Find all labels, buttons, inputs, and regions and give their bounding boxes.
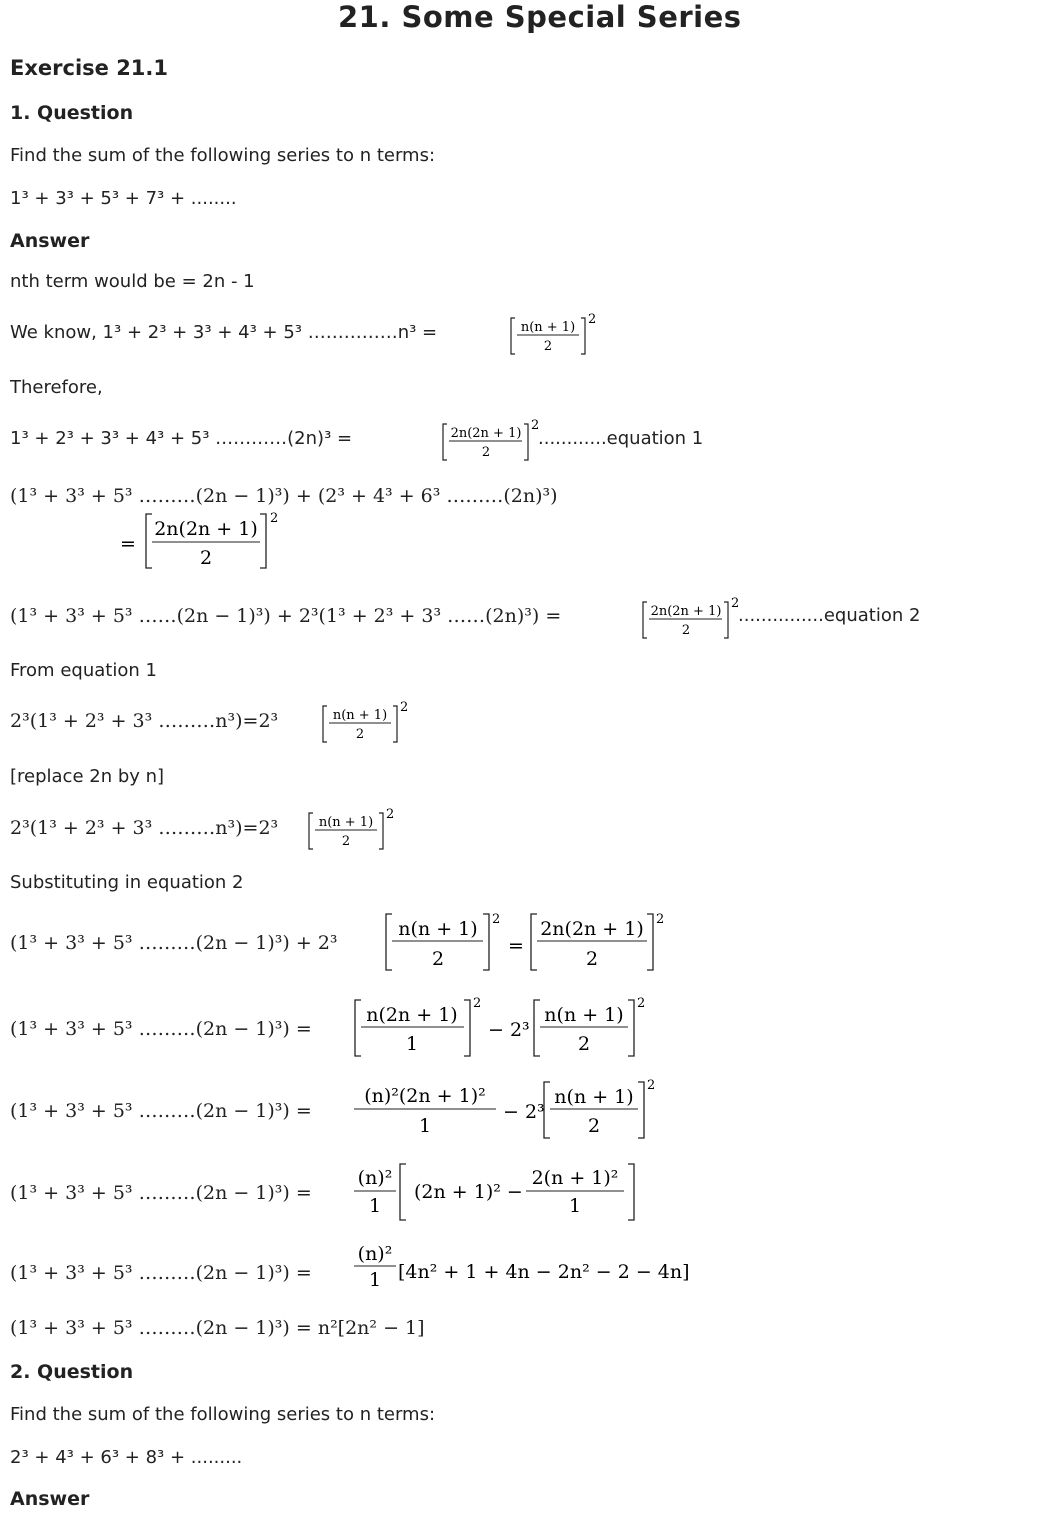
step-4-lhs: (1³ + 3³ + 5³ ………(2n − 1)³) = bbox=[10, 1182, 312, 1204]
question-2-series: 2³ + 4³ + 6³ + 8³ + ......... bbox=[10, 1447, 243, 1468]
question-1-prompt: Find the sum of the following series to n terms: bbox=[10, 145, 436, 166]
formula-numerator: 2n(2n + 1) bbox=[540, 918, 644, 940]
formula-numerator: 2n(2n + 1) bbox=[154, 518, 258, 540]
formula-numerator: (n)²(2n + 1)² bbox=[364, 1085, 486, 1107]
formula-exponent: 2 bbox=[731, 596, 740, 611]
formula-denominator: 2 bbox=[481, 445, 491, 460]
step-2-rhs bbox=[352, 992, 652, 1062]
page-title: 21. Some Special Series bbox=[338, 0, 742, 34]
formula-denominator: 2 bbox=[341, 834, 351, 849]
formula-denominator: 2 bbox=[587, 1115, 601, 1137]
replaced-sum-formula bbox=[306, 805, 396, 855]
formula-numerator: n(2n + 1) bbox=[366, 1004, 458, 1026]
formula-numerator: n(n + 1) bbox=[520, 320, 576, 335]
equation-1-formula bbox=[440, 416, 540, 466]
replaced-sum-line: 2³(1³ + 2³ + 3³ ………n³)=2³ bbox=[10, 817, 279, 839]
we-know-line: We know, 1³ + 2³ + 3³ + 4³ + 5³ ……………n³ = bbox=[10, 322, 438, 343]
formula-exponent: 2 bbox=[637, 996, 646, 1011]
formula-denominator: 2 bbox=[199, 547, 213, 569]
step-4-rhs bbox=[350, 1156, 650, 1226]
formula-numerator: (n)² bbox=[357, 1243, 393, 1265]
formula-denominator: 2 bbox=[681, 623, 691, 638]
formula-denominator: 1 bbox=[368, 1195, 382, 1217]
split-series-rhs bbox=[118, 508, 288, 574]
formula-denominator: 2 bbox=[543, 339, 553, 354]
formula-numerator: n(n + 1) bbox=[318, 815, 374, 830]
question-2-heading: 2. Question bbox=[10, 1361, 134, 1383]
therefore-line: Therefore, bbox=[10, 377, 103, 398]
formula-exponent: 2 bbox=[270, 511, 279, 526]
scaled-sum-formula bbox=[320, 698, 410, 748]
equals-sign: = bbox=[508, 935, 524, 957]
exercise-heading: Exercise 21.1 bbox=[10, 56, 169, 80]
formula-denominator: 1 bbox=[368, 1269, 382, 1291]
from-equation-1-line: From equation 1 bbox=[10, 660, 157, 681]
formula-numerator: n(n + 1) bbox=[544, 1004, 624, 1026]
question-1-series: 1³ + 3³ + 5³ + 7³ + ........ bbox=[10, 188, 237, 209]
formula-exponent: 2 bbox=[386, 807, 395, 822]
equation-2-tag: ...............equation 2 bbox=[738, 605, 921, 626]
substituting-line: Substituting in equation 2 bbox=[10, 872, 244, 893]
question-1-heading: 1. Question bbox=[10, 102, 134, 124]
question-2-prompt: Find the sum of the following series to n terms: bbox=[10, 1404, 436, 1425]
formula-exponent: 2 bbox=[400, 700, 409, 715]
split-series-line: (1³ + 3³ + 5³ ………(2n − 1)³) + (2³ + 4³ + 6³ ………(2n)³) bbox=[10, 485, 558, 507]
expanded-bracket: [4n² + 1 + 4n − 2n² − 2 − 4n] bbox=[398, 1261, 690, 1283]
formula-numerator: 2n(2n + 1) bbox=[450, 426, 522, 441]
formula-denominator: 1 bbox=[418, 1115, 432, 1137]
scaled-sum-line: 2³(1³ + 2³ + 3³ ………n³)=2³ bbox=[10, 710, 279, 732]
nth-term-line: nth term would be = 2n - 1 bbox=[10, 271, 255, 292]
minus-term: − 2³ bbox=[488, 1019, 530, 1041]
formula-denominator: 2 bbox=[577, 1033, 591, 1055]
formula-exponent: 2 bbox=[588, 312, 597, 327]
equation-2-lhs: (1³ + 3³ + 5³ ……(2n − 1)³) + 2³(1³ + 2³ + 3³ ……(2n)³) = bbox=[10, 605, 562, 627]
formula-numerator: n(n + 1) bbox=[398, 918, 478, 940]
step-5-rhs bbox=[350, 1236, 710, 1296]
formula-numerator: 2(n + 1)² bbox=[531, 1167, 619, 1189]
formula-numerator: n(n + 1) bbox=[332, 708, 388, 723]
formula-exponent: 2 bbox=[492, 912, 501, 927]
step-1-rhs bbox=[383, 906, 673, 976]
formula-numerator: n(n + 1) bbox=[554, 1086, 634, 1108]
answer-2-label: Answer bbox=[10, 1488, 90, 1510]
answer-1-label: Answer bbox=[10, 230, 90, 252]
step-6-result: (1³ + 3³ + 5³ ………(2n − 1)³) = n²[2n² − 1] bbox=[10, 1317, 425, 1339]
replace-note: [replace 2n by n] bbox=[10, 766, 165, 787]
formula-denominator: 2 bbox=[585, 948, 599, 970]
formula-exponent: 2 bbox=[473, 996, 482, 1011]
equation-1-lhs: 1³ + 2³ + 3³ + 4³ + 5³ …………(2n)³ = bbox=[10, 428, 353, 449]
formula-denominator: 2 bbox=[355, 727, 365, 742]
step-5-lhs: (1³ + 3³ + 5³ ………(2n − 1)³) = bbox=[10, 1262, 312, 1284]
equation-2-formula bbox=[640, 594, 740, 644]
we-know-formula bbox=[508, 310, 598, 360]
minus-term: − 2³ bbox=[503, 1101, 545, 1123]
formula-denominator: 2 bbox=[431, 948, 445, 970]
formula-numerator: (n)² bbox=[357, 1167, 393, 1189]
step-2-lhs: (1³ + 3³ + 5³ ………(2n − 1)³) = bbox=[10, 1018, 312, 1040]
equals-sign: = bbox=[120, 533, 136, 555]
bracket-term: (2n + 1)² − bbox=[414, 1181, 523, 1203]
formula-numerator: 2n(2n + 1) bbox=[650, 604, 722, 619]
equation-1-tag: ............equation 1 bbox=[538, 428, 704, 449]
formula-exponent: 2 bbox=[656, 912, 665, 927]
formula-exponent: 2 bbox=[647, 1078, 656, 1093]
step-1-lhs: (1³ + 3³ + 5³ ………(2n − 1)³) + 2³ bbox=[10, 932, 338, 954]
step-3-lhs: (1³ + 3³ + 5³ ………(2n − 1)³) = bbox=[10, 1100, 312, 1122]
formula-denominator: 1 bbox=[405, 1033, 419, 1055]
step-3-rhs bbox=[350, 1074, 660, 1144]
formula-denominator: 1 bbox=[568, 1195, 582, 1217]
formula-exponent: 2 bbox=[531, 418, 540, 433]
